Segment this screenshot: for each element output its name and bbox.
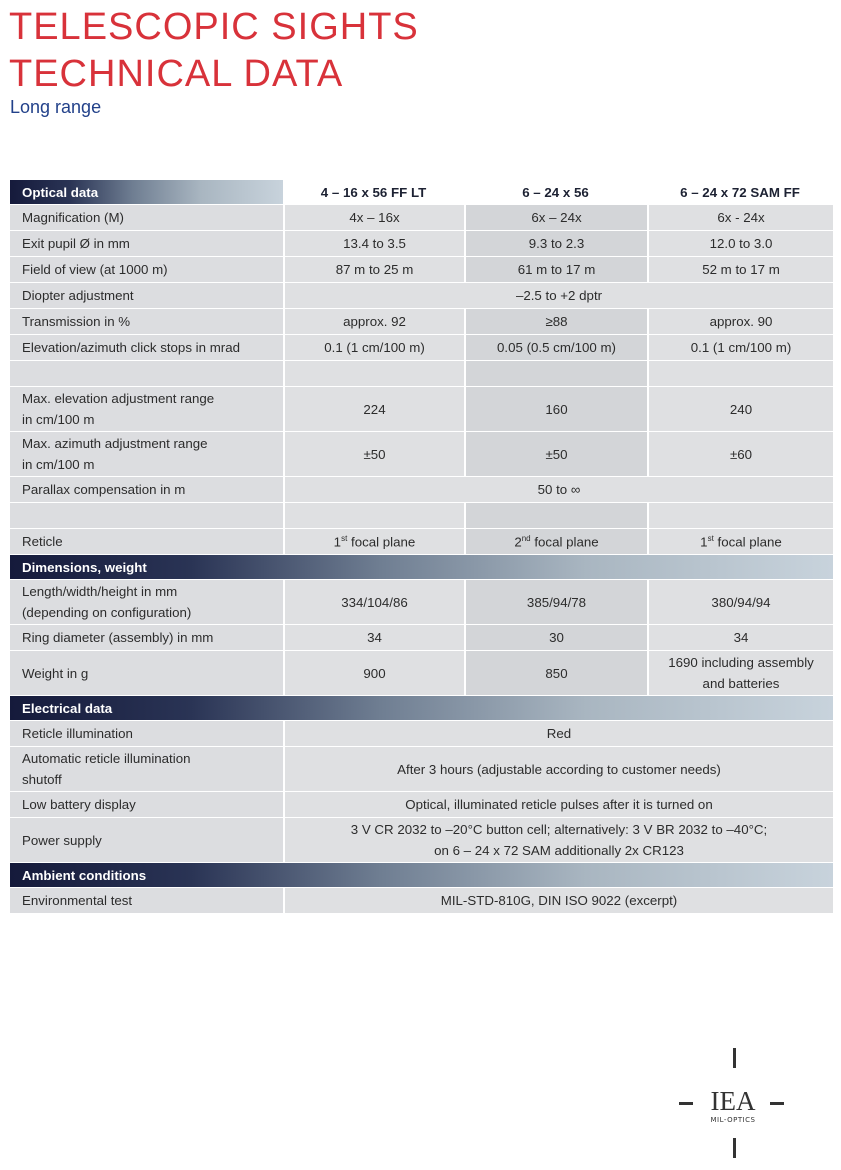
cell: 2nd focal plane bbox=[464, 529, 647, 554]
cell: 334/104/86 bbox=[283, 580, 464, 624]
section-header-dimensions bbox=[10, 555, 833, 579]
cell: 87 m to 25 m bbox=[283, 257, 464, 282]
technical-data-table bbox=[10, 179, 833, 914]
cell: 12.0 to 3.0 bbox=[647, 231, 833, 256]
table-row bbox=[10, 747, 833, 791]
crosshair-top-icon bbox=[733, 1048, 736, 1068]
cell: After 3 hours (adjustable according to customer needs) bbox=[283, 747, 833, 791]
table-row bbox=[10, 257, 833, 282]
cell: 1st focal plane bbox=[647, 529, 833, 554]
cell: 850 bbox=[464, 651, 647, 695]
row-label: Power supply bbox=[10, 818, 283, 862]
row-label bbox=[10, 432, 283, 476]
table-row bbox=[10, 335, 833, 360]
blank-row bbox=[10, 503, 833, 528]
cell: 3 V CR 2032 to –20°C button cell; alternatively: 3 V BR 2032 to –40°C; on 6 – 24 x 72 SAM additionally 2x CR123 bbox=[283, 818, 833, 862]
cell: 52 m to 17 m bbox=[647, 257, 833, 282]
table-row bbox=[10, 625, 833, 650]
row-label: Diopter adjustment bbox=[10, 283, 283, 308]
cell: ±60 bbox=[647, 432, 833, 476]
row-label: Field of view (at 1000 m) bbox=[10, 257, 283, 282]
table-row bbox=[10, 387, 833, 431]
section-title: Optical data bbox=[10, 180, 283, 204]
page-subtitle: Long range bbox=[10, 97, 102, 117]
cell: 0.05 (0.5 cm/100 m) bbox=[464, 335, 647, 360]
cell: 160 bbox=[464, 387, 647, 431]
cell: approx. 92 bbox=[283, 309, 464, 334]
section-header-electrical bbox=[10, 696, 833, 720]
section-title: Electrical data bbox=[10, 696, 833, 720]
section-header-optical bbox=[10, 180, 833, 204]
cell bbox=[464, 503, 647, 528]
table-row bbox=[10, 888, 833, 913]
section-header-ambient bbox=[10, 863, 833, 887]
cell: 6x – 24x bbox=[464, 205, 647, 230]
row-label-line: Max. azimuth adjustment range bbox=[22, 436, 208, 451]
row-label: Reticle illumination bbox=[10, 721, 283, 746]
title-line-1: TELESCOPIC SIGHTS bbox=[9, 6, 419, 48]
cell: ±50 bbox=[464, 432, 647, 476]
column-header: 6 – 24 x 56 bbox=[522, 184, 589, 200]
logo-tagline: MIL-OPTICS bbox=[710, 1116, 756, 1124]
table-row bbox=[10, 818, 833, 862]
cell: 224 bbox=[283, 387, 464, 431]
crosshair-bottom-icon bbox=[733, 1138, 736, 1158]
cell: –2.5 to +2 dptr bbox=[283, 283, 833, 308]
row-label: Reticle bbox=[10, 529, 283, 554]
row-label-line: in cm/100 m bbox=[22, 412, 95, 427]
cell: Red bbox=[283, 721, 833, 746]
cell: 13.4 to 3.5 bbox=[283, 231, 464, 256]
row-label: Parallax compensation in m bbox=[10, 477, 283, 502]
row-label: Ring diameter (assembly) in mm bbox=[10, 625, 283, 650]
row-label: Exit pupil Ø in mm bbox=[10, 231, 283, 256]
cell: 900 bbox=[283, 651, 464, 695]
row-label: Low battery display bbox=[10, 792, 283, 817]
row-label bbox=[10, 580, 283, 624]
column-header: 6 – 24 x 72 SAM FF bbox=[680, 184, 800, 200]
cell: MIL-STD-810G, DIN ISO 9022 (excerpt) bbox=[283, 888, 833, 913]
cell: ±50 bbox=[283, 432, 464, 476]
row-label: Environmental test bbox=[10, 888, 283, 913]
cell: 61 m to 17 m bbox=[464, 257, 647, 282]
table-row bbox=[10, 792, 833, 817]
cell bbox=[283, 361, 464, 386]
cell: approx. 90 bbox=[647, 309, 833, 334]
table-row bbox=[10, 580, 833, 624]
cell: 9.3 to 2.3 bbox=[464, 231, 647, 256]
cell bbox=[647, 361, 833, 386]
row-label-line: Automatic reticle illumination bbox=[22, 751, 191, 766]
cell: 380/94/94 bbox=[647, 580, 833, 624]
cell bbox=[283, 503, 464, 528]
blank-row bbox=[10, 361, 833, 386]
table-row bbox=[10, 721, 833, 746]
row-label-line: (depending on configuration) bbox=[22, 605, 192, 620]
cell: 6x - 24x bbox=[647, 205, 833, 230]
cell: 4x – 16x bbox=[283, 205, 464, 230]
table-row bbox=[10, 432, 833, 476]
cell: Optical, illuminated reticle pulses after it is turned on bbox=[283, 792, 833, 817]
cell: 0.1 (1 cm/100 m) bbox=[283, 335, 464, 360]
row-label bbox=[10, 747, 283, 791]
cell: 30 bbox=[464, 625, 647, 650]
crosshair-left-icon bbox=[679, 1102, 693, 1105]
logo-brand: IEA bbox=[710, 1086, 756, 1116]
cell: 240 bbox=[647, 387, 833, 431]
cell: 1690 including assembly and batteries bbox=[647, 651, 833, 695]
table-row bbox=[10, 205, 833, 230]
table-row bbox=[10, 231, 833, 256]
section-title: Ambient conditions bbox=[10, 863, 833, 887]
table-row bbox=[10, 529, 833, 554]
cell: 385/94/78 bbox=[464, 580, 647, 624]
crosshair-right-icon bbox=[770, 1102, 784, 1105]
cell bbox=[10, 361, 283, 386]
column-header: 4 – 16 x 56 FF LT bbox=[320, 184, 427, 200]
iea-logo bbox=[676, 1048, 786, 1160]
row-label-line: Length/width/height in mm bbox=[22, 584, 178, 599]
row-label: Elevation/azimuth click stops in mrad bbox=[10, 335, 283, 360]
cell: 50 to ∞ bbox=[283, 477, 833, 502]
cell: ≥88 bbox=[464, 309, 647, 334]
cell: 34 bbox=[283, 625, 464, 650]
row-label: Weight in g bbox=[10, 651, 283, 695]
section-title: Dimensions, weight bbox=[10, 555, 833, 579]
row-label-line: Max. elevation adjustment range bbox=[22, 391, 215, 406]
row-label: Transmission in % bbox=[10, 309, 283, 334]
table-row bbox=[10, 477, 833, 502]
title-line-2: TECHNICAL DATA bbox=[9, 53, 344, 95]
cell: 0.1 (1 cm/100 m) bbox=[647, 335, 833, 360]
row-label: Magnification (M) bbox=[10, 205, 283, 230]
table-row bbox=[10, 283, 833, 308]
table-row bbox=[10, 309, 833, 334]
row-label bbox=[10, 387, 283, 431]
cell bbox=[10, 503, 283, 528]
page-title bbox=[9, 4, 419, 98]
cell: 1st focal plane bbox=[283, 529, 464, 554]
cell bbox=[647, 503, 833, 528]
cell: 34 bbox=[647, 625, 833, 650]
cell bbox=[464, 361, 647, 386]
row-label-line: in cm/100 m bbox=[22, 457, 95, 472]
row-label-line: shutoff bbox=[22, 772, 62, 787]
table-row bbox=[10, 651, 833, 695]
